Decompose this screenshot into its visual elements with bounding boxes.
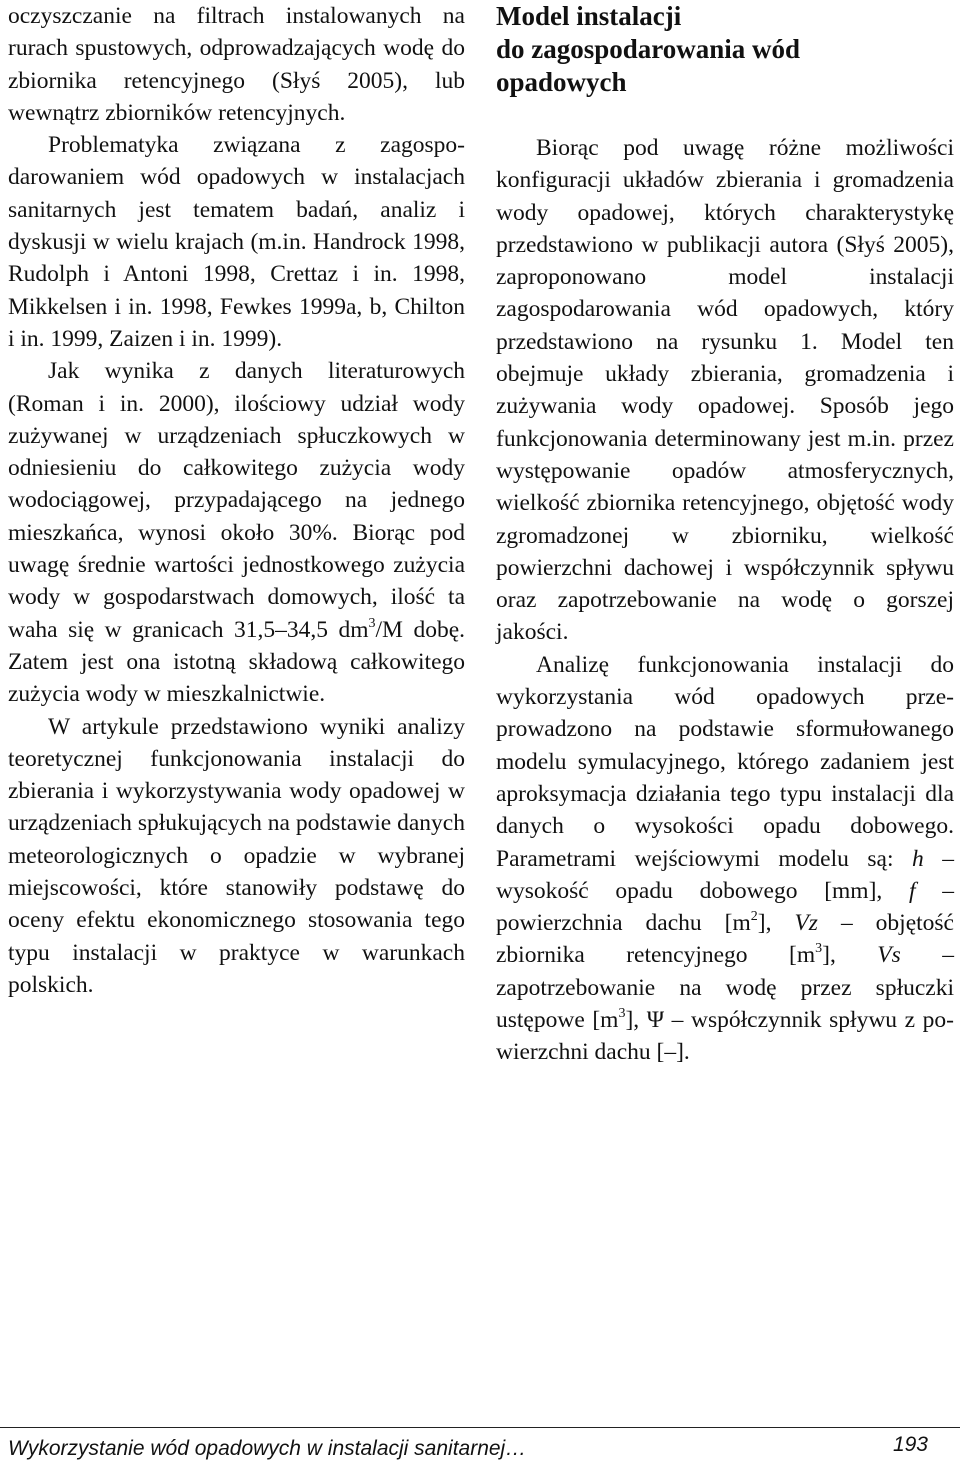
var-vz: Vz <box>794 910 818 937</box>
water-usage-text-a: Jak wynika z danych literaturowych (Roman i in. 2000), ilościowy udział wody zużywanej w urządzeniach spłuczkowych w odniesieniu do całkowitego zużycia wody wodociągowej, przypadającego na jednego mieszkańca, wynosi około 30%. Biorąc pod uwagę średnie wartości jednostkowego zużycia wody w gospodarstwach domowych, ilość ta waha się w granicach 31,5–34,5 dm <box>8 358 465 643</box>
footer-divider <box>0 1427 960 1428</box>
superscript-3b: 3 <box>618 1006 626 1022</box>
heading-spacer <box>496 99 954 132</box>
superscript-3a: 3 <box>815 941 823 957</box>
water-usage-text-b: /M dobę. Zatem jest ona istotną składową całkowitego zużycia wody w mieszkalnictwie. <box>8 616 465 708</box>
paragraph-model-description: Biorąc pod uwagę różne możliwości konfiguracji układów zbierania i gromadzenia wody opadowej, których charakterystykę przedstawiono w publikacji autora (Słyś 2005), zaproponowano model instalacji zagospodarowania wód opadowych, który przedstawiono na rysunku 1. Model ten obejmuje układy zbierania, gromadzenia i zużywania wody opadowej. Sposób jego funkcjonowania determinowany jest m.in. przez występowanie opadów atmosferycznych, wielkość zbiornika retencyjnego, objętość wody zgromadzonej w zbiorniku, wielkość powierzchni dachowej i współczynnik spływu oraz zapotrzebowanie na wodę o gorszej jakości. <box>496 135 954 646</box>
parameters-text-f: ], <box>822 942 878 969</box>
right-column <box>496 0 954 1069</box>
var-f: f <box>909 877 916 904</box>
parameters-text-a: Analizę funkcjonowania instalacji do wykorzystania wód opadowych przeprowadzono na podstawie sformułowanego modelu symulacyjnego, którego zadaniem jest aproksymacja działania tego typu instalacji dla danych o wysokości opadu dobowego. Parametrami wejściowymi modelu są: <box>496 651 954 872</box>
superscript-2: 2 <box>750 909 758 925</box>
left-column <box>8 0 465 1001</box>
paragraph-water-usage <box>8 355 465 710</box>
var-vs: Vs <box>877 942 901 969</box>
paragraph-article-scope: W artykule przedstawiono wyniki analizy teoretycznej funkcjonowania instalacji do zbierania i wykorzystywania wody opadowej w urządzeniach spłukujących na podstawie danych meteorologicznych o opadzie w wybranej miejscowości, które stanowiły podstawę do oceny efektu ekonomicznego stosowania tego typu instalacji w praktyce w warunkach polskich. <box>8 713 465 998</box>
heading-line-1: Model instalacji <box>496 1 682 31</box>
parameters-text-e: – objętość zbiornika retencyjnego [m <box>496 910 954 969</box>
heading-line-3: opadowych <box>496 67 627 97</box>
parameters-text-c: – powierzchnia dachu [m <box>496 877 955 937</box>
parameters-text-h: ], <box>625 1007 647 1034</box>
parameters-text-g: – zapotrzebowanie na wodę przez spłuczki ustępowe [m <box>496 942 955 1034</box>
var-psi: Ψ <box>646 1007 665 1034</box>
parameters-text-b: – wysokość opadu dobowego [mm], <box>496 845 955 904</box>
heading-line-2: do zagospodarowania wód <box>496 34 801 64</box>
section-heading <box>496 0 954 99</box>
superscript-3: 3 <box>368 615 376 631</box>
paragraph-problem-statement: Problematyka związana z zagospodarowaniem wód opadowych w instalacjach sanitarnych jest tematem badań, analiz i dyskusji w wielu krajach (m.in. Handrock 1998, Rudolph i Antoni 1998, Crettaz i in. 1998, Mikkelsen i in. 1998, Fewkes 1999a, b, Chilton i in. 1999, Zaizen i in. 1999). <box>8 132 465 352</box>
footer-running-title: Wykorzystanie wód opadowych w instalacji sanitarnej… <box>8 1437 527 1460</box>
paragraph-model-parameters <box>496 649 954 1069</box>
paragraph-filters: oczyszczanie na filtrach instalowanych na rurach spustowych, odprowadzających wodę do zbiornika retencyjnego (Słyś 2005), lub wewnątrz zbiorników retencyjnych. <box>8 3 465 126</box>
parameters-text-d: ], <box>757 910 795 937</box>
var-h: h <box>912 845 924 872</box>
parameters-text-i: – współczynnik spływu z powierzchni dachu [–]. <box>496 1007 954 1066</box>
page-number: 193 <box>892 1433 928 1456</box>
